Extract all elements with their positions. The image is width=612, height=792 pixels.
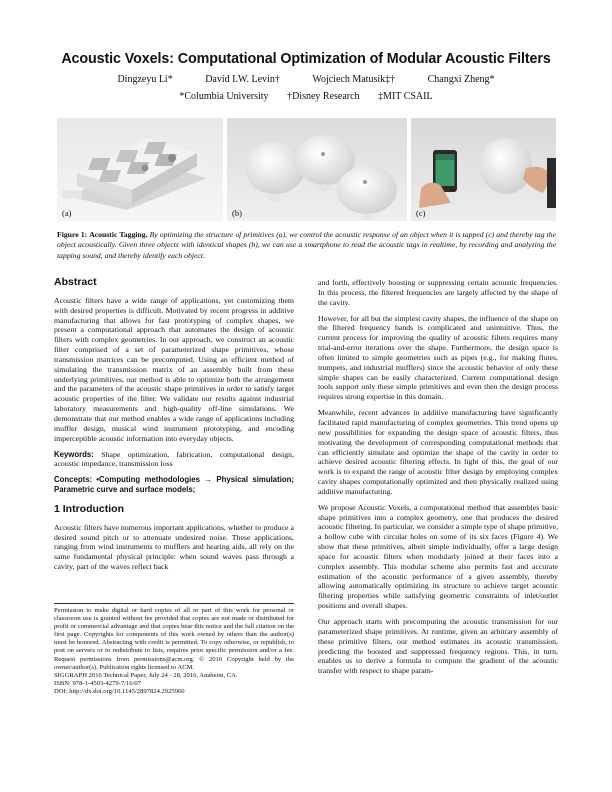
caption-bold: Acoustic Tagging. [89, 230, 148, 239]
caption-text: By optimizing the structure of primitives (a), we control the acoustic response of an object when it is tapped (c) and thereby tag the object acoustically. Given three objects with identical shapes (b), we can use a smartphone to read the acoustic tags in realtime, by recording and analyzing the tapping sound, and thereby identify each object. [57, 230, 557, 260]
copyright-footer [54, 603, 294, 696]
teaser-figure [57, 118, 556, 221]
panel-label-a: (a) [62, 208, 72, 218]
abstract-text: Acoustic filters have a wide range of applications, yet customizing them with desired properties is difficult. Motivated by recent progress in additive manufacturing that allows for fast prototyping of complex shapes, we present a computational approach that automates the design of acoustic filters with complex geometries. In our approach, we construct an acoustic filter comprised of a set of parameterized shape primitives, whose transmission matrices can be precomputed. Using an efficient method of simulating the transmission matrix of an assembly built from these underlying primitives, our method is able to optimize both the arrangement and the parameters of the acoustic shape primitives in order to satisfy target acoustic properties of the filter. We validate our results against industrial laboratory measurements and high-quality off-line simulations. We demonstrate that our method enables a wide range of applications including muffler design, musical wind instrument prototyping, and encoding imperceptible acoustic information into everyday objects. [54, 295, 294, 443]
body-paragraph: We propose Acoustic Voxels, a computational method that assembles basic shape primitives into a complex geometry, one that produces the desired acoustic filtering. In particular, we consider a simple type of shape primitive, a hollow cube with circular holes on some of its six faces (Figure 4). We show that these primitives, albeit simple individually, offer a large design space for acoustic filters when modularly joined at their faces into a complex assembly. This modular scheme also permits fast and accurate estimation of the acoustic performance of a given assembly, thereby allowing automatically optimizing its structure to achieve target acoustic filtering properties while satisfying geometric constraints of inlet/outlet positions and overall shapes. [318, 502, 559, 611]
figure-panel-c [411, 118, 556, 221]
author-name: Dingzeyu Li* [117, 74, 173, 85]
author-name: Wojciech Matusik‡† [312, 74, 396, 85]
isbn-line: ISBN: 978-1-4503-4279-7/16/07 [54, 679, 141, 687]
figure-caption [57, 230, 556, 261]
keywords-text: Shape optimization, fabrication, computational design, acoustic impedance, transmission loss [54, 449, 294, 469]
body-paragraph: Our approach starts with precomputing the acoustic transmission for our parameterized shape primitives. At runtime, given an arbitrary assembly of these primitive filters, our method estimates its acoustic transmission, predicting the boosted and suppressed frequency regions. This, in turn, enables us to derive a formula to compute the gradient of the acoustic transfer with respect to shape param- [318, 617, 558, 676]
affiliation: ‡MIT CSAIL [378, 91, 433, 102]
affiliation: *Columbia University [179, 91, 269, 102]
body-paragraph: and forth, effectively boosting or suppressing certain acoustic frequencies. In this process, the filtered frequencies are largely affected by the shape of the cavity. [318, 278, 558, 307]
conference-line: SIGGRAPH 2016 Technical Paper, July 24 - 28, 2016, Anaheim, CA. [54, 671, 238, 679]
figure-panel-a [57, 118, 223, 221]
permission-notice: Permission to make digital or hard copies of all or part of this work for personal or classroom use is granted without fee provided that copies are not made or distributed for profit or commercial advantage and that copies bear this notice and the full citation on the first page. Copyrights for components of this work owned by others than the author(s) must be honored. Abstracting with credit is permitted. To copy otherwise, or republish, to post on servers or to redistribute to lists, requires prior specific permission and/or a fee. Request permissions from permissions@acm.org. © 2016 Copyright held by the owner/author(s). Publication rights licensed to ACM. [54, 607, 294, 671]
figure-panel-b [227, 118, 407, 221]
paper-title: Acoustic Voxels: Computational Optimization of Modular Acoustic Filters [61, 51, 551, 67]
panel-label-c: (c) [416, 208, 426, 218]
concepts-text: •Computing methodologies → Physical simulation; Parametric curve and surface models; [54, 475, 294, 495]
keywords [54, 450, 294, 470]
voxel-primitives-photo [57, 118, 223, 221]
author-name: David I.W. Levin† [205, 74, 280, 85]
affiliation-list [0, 91, 612, 102]
intro-heading: 1 Introduction [54, 502, 124, 515]
abstract-heading: Abstract [54, 276, 97, 288]
concepts-label: Concepts: [54, 475, 93, 485]
doi-line: DOI: http://dx.doi.org/10.1145/2897824.2925960 [54, 687, 185, 695]
panel-label-b: (b) [232, 208, 242, 218]
left-column [54, 278, 294, 578]
keywords-label: Keywords: [54, 449, 94, 459]
right-column [318, 278, 558, 682]
caption-label: Figure 1: [57, 230, 88, 239]
three-identical-objects-photo [227, 118, 407, 221]
author-list [0, 74, 612, 85]
affiliation: †Disney Research [287, 91, 360, 102]
smartphone-tapping-photo [411, 118, 556, 221]
body-paragraph: However, for all but the simplest cavity shapes, the influence of the shape on the filtered frequency bands is complicated and unintuitive. Thus, the current process for improving the quality of acoustic filters requires many trial-and-error iterations over the shape. Furthermore, the design space is often limited to simple geometries such as pipes (e.g., for making flutes, trumpets, and industrial mufflers) since the acoustic behavior of only these simple shapes can be easily characterized. Current computational design tools support only these simple primitives and even then the design process requires strong expertise in this domain. [318, 313, 558, 402]
concepts [54, 475, 294, 495]
author-name: Changxi Zheng* [427, 74, 495, 85]
intro-text: Acoustic filters have numerous important applications, whether to produce a desired sound pitch or to attenuate undesired noise. These applications, ranging from wind instruments to mufflers and hearing aids, all rely on the same fundamental physical principle: when sound waves pass through a cavity, part of the waves reflect back [54, 522, 294, 572]
body-paragraph: Meanwhile, recent advances in additive manufacturing have significantly facilitated rapid manufacturing of complex geometries. This trend opens up new possibilities for expanding the design space of acoustic filters, thus motivating the development of corresponding computational methods that can efficiently simulate and optimize the shape of the cavity in order to achieve desired acoustic filtering effects. In light of this, the goal of our work is to expand the range of acoustic filter design by employing complex cavity shapes computationally optimized and then physically realized using additive manufacturing. [318, 408, 558, 496]
